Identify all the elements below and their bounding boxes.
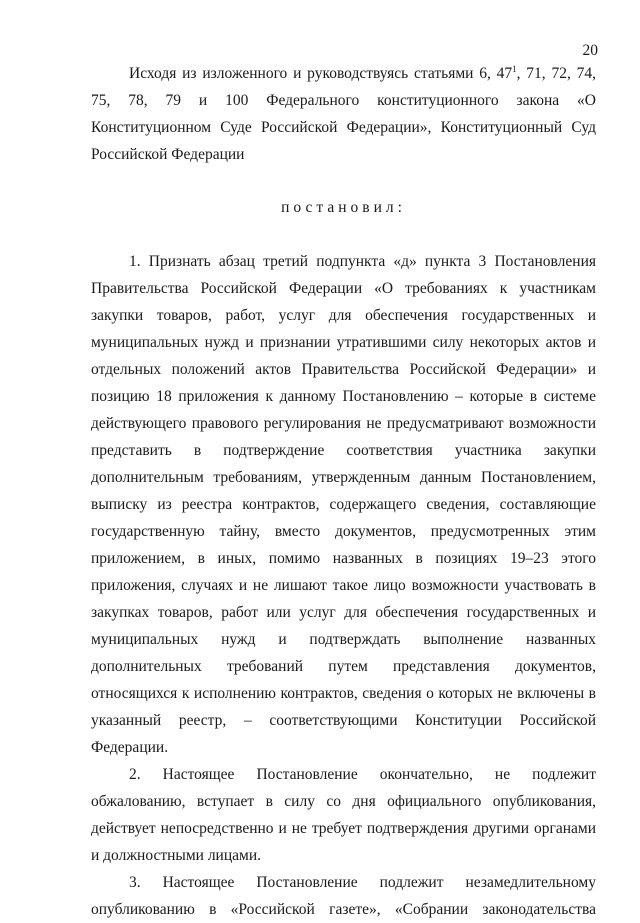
document-body xyxy=(91,60,596,923)
decision-heading: постановил: xyxy=(281,199,406,216)
intro-text-part2: , 71, 72, 74, 75, 78, 79 и 100 Федерального конституционного закона «О Конституционном Суде Российской Федерации», Конституционный Суд Российской Федерации xyxy=(91,65,597,163)
intro-text-part1: Исходя из изложенного и руководствуясь статьями 6, 47 xyxy=(129,65,513,82)
intro-paragraph xyxy=(91,60,596,168)
item-1-paragraph: 1. Признать абзац третий подпункта «д» пункта 3 Постановления Правительства Российской Федерации «О требованиях к участникам закупки товаров, работ, услуг для обеспечения государственных и муниципальных нужд и признании утратившими силу некоторых актов и отдельных положений актов Правительства Российской Федерации» и позицию 18 приложения к данному Постановлению – которые в системе действующего правового регулирования не предусматривают возможности представить в подтверждение соответствия участника закупки дополнительным требованиям, утвержденным данным Постановлением, выписку из реестра контрактов, содержащего сведения, составляющие государственную тайну, вместо документов, предусмотренных этим приложением, в иных, помимо названных в позициях 19–23 этого приложения, случаях и не лишают такое лицо возможности участвовать в закупках товаров, работ или услуг для обеспечения государственных и муниципальных нужд и подтверждать выполнение названных дополнительных требований путем представления документов, относящихся к исполнению контрактов, сведения о которых не включены в указанный реестр, – соответствующими Конституции Российской Федерации. xyxy=(91,253,596,756)
item-2-paragraph: 2. Настоящее Постановление окончательно, не подлежит обжалованию, вступает в силу со дня официального опубликования, действует непосредственно и не требует подтверждения другими органами и должностными лицами. xyxy=(91,766,596,864)
item-3-paragraph: 3. Настоящее Постановление подлежит незамедлительному опубликованию в «Российской газете», «Собрании законодательства xyxy=(91,874,596,918)
intro-superscript: 1 xyxy=(512,63,517,74)
page-number: 20 xyxy=(582,42,598,59)
